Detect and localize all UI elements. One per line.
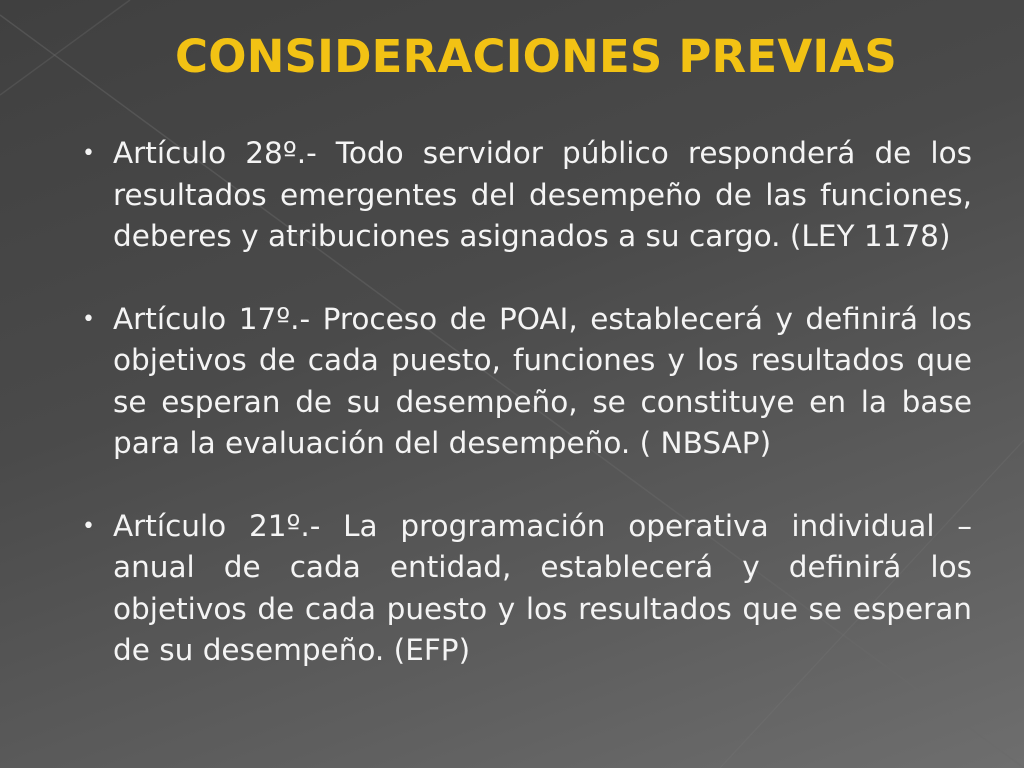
bullet-icon: • <box>82 306 95 332</box>
bullet-icon: • <box>82 513 95 539</box>
bullet-item <box>82 506 972 672</box>
slide-title: CONSIDERACIONES PREVIAS <box>175 30 897 83</box>
bullet-item <box>82 133 972 258</box>
bullet-text: Artículo 21º.- La programación operativa individual – anual de cada entidad, establecerá y definirá los objetivos de cada puesto y los resultados que se esperan de su desempeño. (EFP) <box>113 508 972 667</box>
bullet-icon: • <box>82 141 95 166</box>
bullet-text: Artículo 17º.- Proceso de POAI, establecerá y definirá los objetivos de cada puesto, funciones y los resultados que se esperan de su desempeño, se constituye en la base para la evaluación del desempeño. ( NBSAP) <box>113 301 972 460</box>
bullet-list <box>82 133 972 672</box>
bullet-item <box>82 299 972 465</box>
bullet-text: Artículo 28º.- Todo servidor público responderá de los resultados emergentes del desempeño de las funciones, deberes y atribuciones asignados a su cargo. (LEY 1178) <box>113 136 972 253</box>
